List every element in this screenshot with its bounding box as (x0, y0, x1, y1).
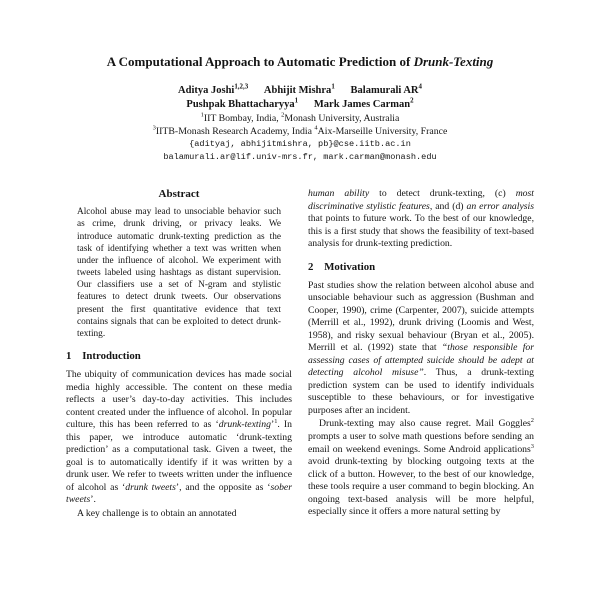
section-heading-motivation: 2 Motivation (308, 260, 376, 273)
two-column-body (66, 188, 534, 520)
author-block (66, 84, 534, 112)
email-block (66, 138, 534, 164)
email-line-2: balamurali.ar@lif.univ-mrs.fr, mark.carman@monash.edu (163, 152, 437, 163)
affiliation-line-1: $^1$IIT Bombay, India, $^2$Monash University, Australia (200, 111, 400, 124)
author-line-2: Pushpak Bhattacharyya$^1$ Mark James Carman$^2$ (186, 97, 414, 111)
affiliation-block (66, 113, 534, 139)
author-line-1: Aditya Joshi$^{1,2,3}$ Abhijit Mishra$^1$ Balamurali $AR^4$ (178, 83, 422, 97)
introduction-paragraph-1: The ubiquity of communication devices has made social media highly accessible. The content on these media reflects a user’s day-to-day activities. This includes content created under the influence of alcohol. In popular culture, this has been referred to as ‘drunk-texting’$^1$. In this paper, we introduce automatic ‘drunk-texting prediction’ as a computational task. Given a tweet, the goal is to automatically identify if it was written by a drunk user. We refer to tweets written under the influence of alcohol as ‘drunk tweets’, and the opposite as ‘sober tweets’. (66, 369, 292, 506)
section-heading-introduction: 1 Introduction (66, 350, 141, 363)
abstract-text: Alcohol abuse may lead to unsociable behavior such as crime, drunk driving, or privacy leaks. We introduce automatic drunk-texting prediction as the task of identifying whether a text was written when under the influence of alcohol. We experiment with tweets labeled using hashtags as distant supervision. Our classifiers use a set of N-gram and stylistic features to detect drunk tweets. Our observations present the first quantitative evidence that text contains signals that can be exploited to detect drunk-texting. (77, 207, 281, 339)
motivation-paragraph-2: Drunk-texting may also cause regret. Mail Goggles$^2$ prompts a user to solve math questions before sending an email on weekend evenings. Some Android applications$^3$ avoid drunk-texting by blocking outgoing texts at the click of a button. However, to the best of our knowledge, these tools require a user command to begin blocking. An ongoing text-based analysis will be more helpful, especially since it offers a more natural setting by (308, 417, 534, 518)
abstract-heading: Abstract (158, 188, 200, 201)
paper-title: A Computational Approach to Automatic Prediction of Drunk-Texting (106, 54, 494, 69)
continuation-paragraph: human ability to detect drunk-texting, (c) most discriminative stylistic features, and (d) an error analysis that points to future work. To the best of our knowledge, this is a first study that shows the feasibility of text-based analysis for drunk-texting prediction. (308, 188, 534, 250)
left-column (66, 188, 292, 520)
right-column (308, 188, 534, 520)
paper-content (66, 54, 534, 520)
introduction-paragraph-2: A key challenge is to obtain an annotated (77, 507, 237, 519)
motivation-paragraph-1: Past studies show the relation between alcohol abuse and unsociable behaviour such as aggression (Bushman and Cooper, 1990), crime (Carpenter, 2007), suicide attempts (Merrill et al., 1992), drunk driving (Loomis and West, 1958), and risky sexual behaviour (Bryan et al., 2005). Merrill et al. (1992) state that “those responsible for assessing cases of attempted suicide should be adept at detecting alcohol misuse”. Thus, a drunk-texting prediction system can be used to identify individuals susceptible to these behaviours, or for investigative purposes after an incident. (308, 279, 535, 416)
affiliation-line-2: $^3$IITB-Monash Research Academy, India $^4$Aix-Marseille University, France (152, 124, 448, 137)
email-line-1: {adityaj, abhijitmishra, pb}@cse.iitb.ac.in (189, 139, 411, 150)
